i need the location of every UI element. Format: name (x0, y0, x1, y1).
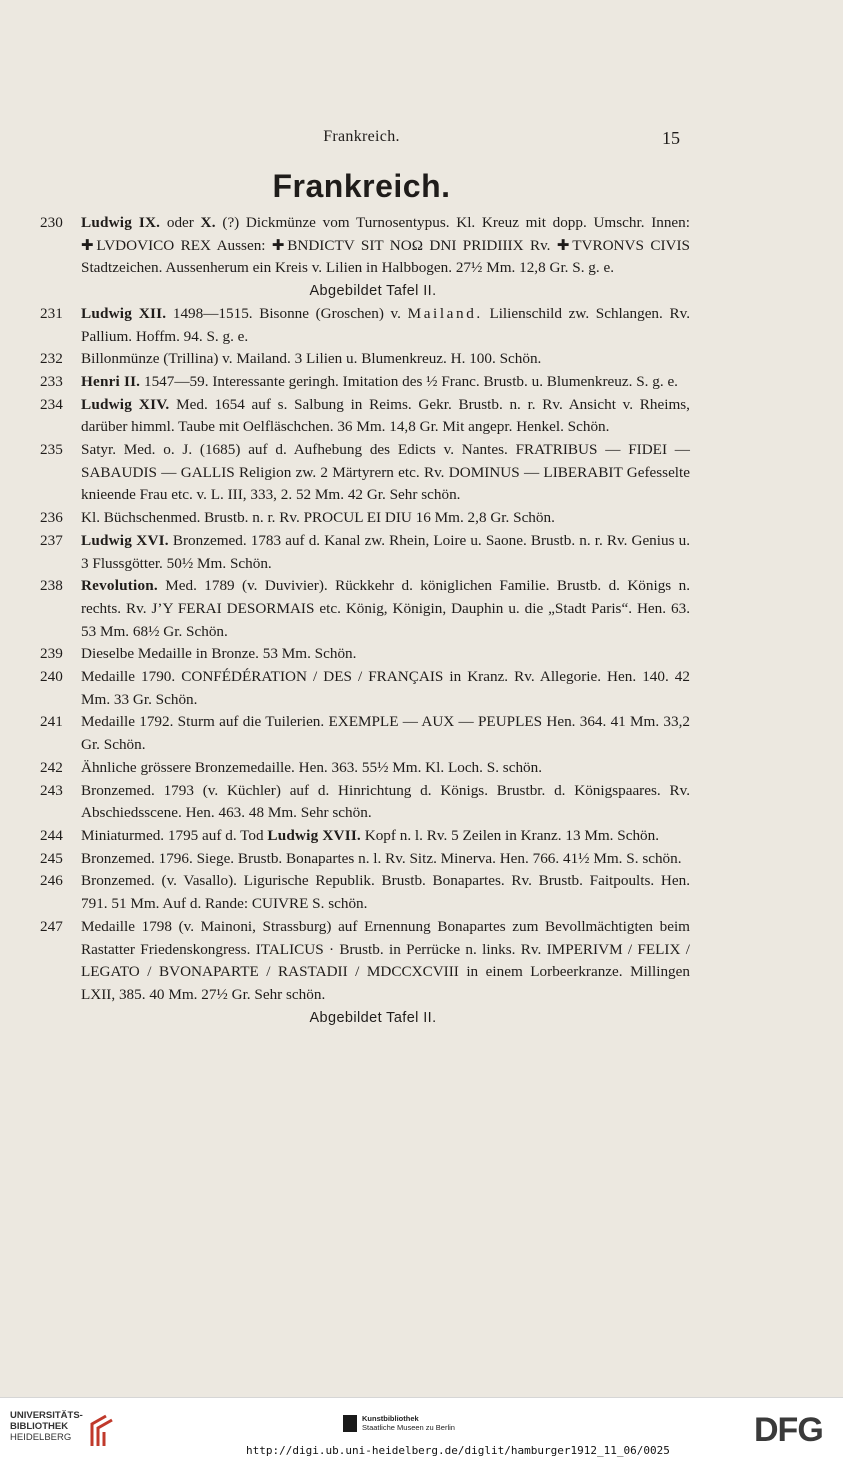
entry-number: 241 (40, 713, 63, 731)
section-heading: Frankreich. (272, 168, 451, 204)
entry-text: 1498—1515. Bisonne (Groschen) v. (166, 304, 408, 322)
dfg-logo[interactable]: DFG (754, 1411, 823, 1449)
catalogue-entry (40, 757, 690, 780)
spaced-place-name: Mailand. (407, 304, 483, 322)
entry-text: Medaille 1790. CONFÉDÉRATION / DES / FRANÇAIS in Kranz. Rv. Allegorie. Hen. 140. 42 Mm. 33 Gr. Schön. (81, 668, 690, 708)
entry-text: Dieselbe Medaille in Bronze. 53 Mm. Schön. (81, 645, 357, 663)
uni-logo-line2: BIBLIOTHEK (10, 1421, 69, 1432)
ruler-name: Ludwig XIV. (81, 395, 170, 413)
entry-text: 1547—59. Interessante geringh. Imitation des ½ Franc. Brustb. u. Blumenkreuz. S. g. e. (140, 372, 678, 390)
catalogue-entry (40, 530, 690, 575)
catalogue-entry (40, 870, 690, 915)
catalogue-entry (40, 507, 690, 530)
kb-subtitle: Staatliche Museen zu Berlin (362, 1423, 455, 1432)
catalogue-entry (40, 348, 690, 371)
page-number: 15 (662, 128, 680, 148)
entry-text: Medaille 1798 (v. Mainoni, Strassburg) auf Ernennung Bonapartes zum Bevollmächtigten beim Rastatter Friedenskongress. ITALICUS · Brustb. in Perrücke n. links. Rv. IMPERIVM / FELIX / LEGATO / BVONAPARTE / RASTADII / MDCCXCVIII in einem Lorbeerkranze. Millingen LXII, 385. 40 Mm. 27½ Gr. Sehr schön. (81, 917, 690, 1003)
catalogue-entry (40, 303, 690, 348)
entry-text: (?) Dickmünze vom Turnosentypus. Kl. Kreuz mit dopp. Umschr. Innen: ✚LVDOVICO REX Aussen: ✚BNDICTV SIT NOΩ DNI PRIDIIIX Rv. ✚TVRONVS CIVIS Stadtzeichen. Aussenherum ein Kreis v. Lilien in Halbbogen. 27½ Mm. 12,8 Gr. S. g. e. (81, 214, 690, 277)
ruler-name: Ludwig XII. (81, 304, 167, 322)
plate-reference: Abgebildet Tafel II. (309, 1009, 437, 1026)
entry-number: 245 (40, 849, 63, 867)
university-library-logo[interactable] (10, 1410, 83, 1443)
entry-number: 232 (40, 350, 63, 368)
catalogue-entry (40, 439, 690, 507)
catalogue-entry (40, 212, 690, 303)
entry-text: Lilienschild zw. Schlangen. Rv. Pallium. Hoffm. 94. S. g. e. (81, 304, 690, 345)
entry-number: 236 (40, 509, 63, 527)
entry-text: oder (160, 214, 201, 231)
kunstbibliothek-mark-icon (343, 1415, 357, 1432)
entry-number: 240 (40, 668, 63, 686)
entry-number: 234 (40, 395, 63, 413)
entry-number: 247 (40, 917, 63, 935)
ruler-name: Ludwig IX. (81, 214, 161, 231)
entry-number: 233 (40, 372, 63, 390)
catalogue-entry (40, 916, 690, 1030)
entry-text: Med. 1789 (v. Duvivier). Rückkehr d. königlichen Familie. Brustb. d. Königs n. rechts. Rv. J’Y FERAI DESORMAIS etc. König, Königin, Dauphin u. die „Stadt Paris“. Hen. 63. 53 Mm. 68½ Gr. Schön. (81, 577, 690, 640)
catalogue-entry (40, 575, 690, 643)
entry-text: Satyr. Med. o. J. (1685) auf d. Aufhebung des Edicts v. Nantes. FRATRIBUS — FIDEI — SABAUDIS — GALLIS Religion zw. 2 Märtyrern etc. Rv. DOMINUS — LIBERABIT Gefesselte knieende Frau etc. v. L. III, 333, 2. 52 Mm. 42 Gr. Sehr schön. (81, 441, 690, 504)
entry-text: Miniaturmed. 1795 auf d. Tod (81, 826, 268, 844)
entry-number: 231 (40, 304, 63, 322)
entry-text: Bronzemed. 1796. Siege. Brustb. Bonapartes n. l. Rv. Sitz. Minerva. Hen. 766. 41½ Mm. S. schön. (81, 849, 682, 867)
ruler-name: Revolution. (81, 577, 158, 595)
catalogue-entry (40, 643, 690, 666)
entry-text: Bronzemed. 1783 auf d. Kanal zw. Rhein, Loire u. Saone. Brustb. n. r. Rv. Genius u. 3 Flussgötter. 50½ Mm. Schön. (81, 531, 690, 572)
university-library-mark-icon (86, 1410, 116, 1448)
uni-logo-line1: UNIVERSITÄTS- (10, 1410, 83, 1421)
entry-number: 242 (40, 758, 63, 776)
entry-text: Medaille 1792. Sturm auf die Tuilerien. EXEMPLE — AUX — PEUPLES Hen. 364. 41 Mm. 33,2 Gr. Schön. (81, 713, 690, 754)
catalogue-entry (40, 394, 690, 439)
entry-text: Med. 1654 auf s. Salbung in Reims. Gekr. Brustb. n. r. Rv. Ansicht v. Rheims, darüber himml. Taube mit Oelfläschchen. 36 Mm. 14,8 Gr. Mit angepr. Henkel. Schön. (81, 395, 690, 436)
entry-text: Ähnliche grössere Bronzemedaille. Hen. 363. 55½ Mm. Kl. Loch. S. schön. (81, 758, 543, 776)
catalogue-entries (40, 212, 690, 1029)
permalink-url[interactable]: http://digi.ub.uni-heidelberg.de/diglit/hamburger1912_11_06/0025 (246, 1444, 670, 1457)
entry-text: Bronzemed. 1793 (v. Küchler) auf d. Hinrichtung d. Königs. Brustbr. d. Königspaares. Rv. Abschiedsscene. Hen. 463. 48 Mm. Sehr schön. (81, 781, 690, 822)
entry-number: 243 (40, 781, 63, 799)
entry-number: 237 (40, 531, 63, 549)
catalogue-entry (40, 711, 690, 756)
ruler-name: X. (200, 214, 216, 231)
entry-number: 235 (40, 441, 63, 459)
entry-number: 239 (40, 645, 63, 663)
kb-title: Kunstbibliothek (362, 1414, 419, 1423)
entry-text: Billonmünze (Trillina) v. Mailand. 3 Lilien u. Blumenkreuz. H. 100. Schön. (81, 350, 542, 368)
plate-reference: Abgebildet Tafel II. (309, 283, 437, 300)
entry-number: 238 (40, 577, 63, 595)
kunstbibliothek-logo[interactable] (362, 1414, 455, 1432)
catalogue-entry (40, 825, 690, 848)
running-title: Frankreich. (323, 128, 400, 145)
entry-number: 244 (40, 826, 63, 844)
entry-text: Bronzemed. (v. Vasallo). Ligurische Republik. Brustb. Bonapartes. Rv. Brustb. Faitpoults. Hen. 791. 51 Mm. Auf d. Rande: CUIVRE S. schön. (81, 872, 690, 913)
viewer-footer (0, 1397, 843, 1464)
entry-number: 230 (40, 214, 63, 231)
ruler-name: Henri II. (81, 372, 141, 390)
catalogue-entry (40, 848, 690, 871)
entry-text: Kopf n. l. Rv. 5 Zeilen in Kranz. 13 Mm. Schön. (360, 826, 660, 844)
catalogue-entry (40, 666, 690, 711)
catalogue-entry (40, 780, 690, 825)
running-head (0, 128, 843, 150)
entry-number: 246 (40, 872, 63, 890)
uni-logo-line3: HEIDELBERG (10, 1432, 72, 1443)
catalogue-entry (40, 371, 690, 394)
entry-text: Kl. Büchschenmed. Brustb. n. r. Rv. PROCUL EI DIU 16 Mm. 2,8 Gr. Schön. (81, 509, 555, 527)
ruler-name: Ludwig XVII. (267, 826, 361, 844)
ruler-name: Ludwig XVI. (81, 531, 169, 549)
